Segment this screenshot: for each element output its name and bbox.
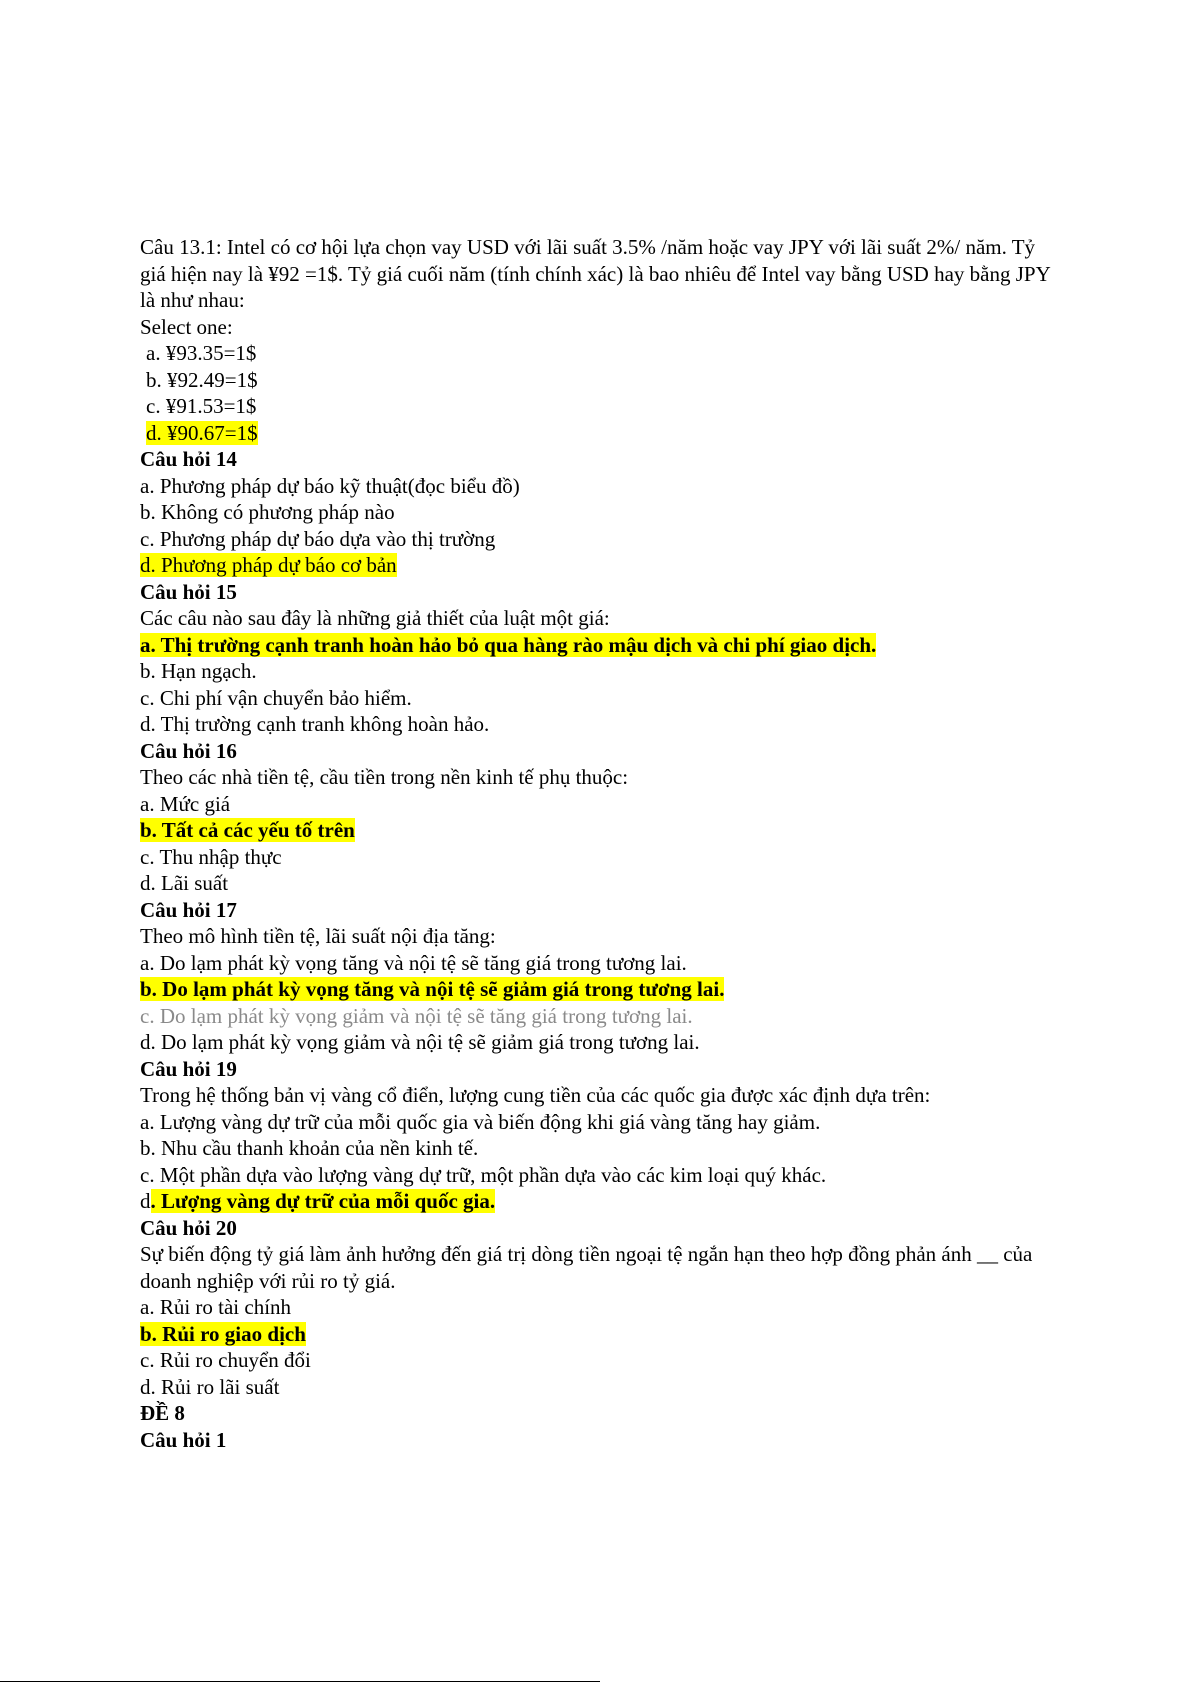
question-20-text: Sự biến động tỷ giá làm ảnh hưởng đến giá trị dòng tiền ngoại tệ ngắn hạn theo hợp đồng phản ánh __ của doanh nghiệp với rủi ro tỷ giá. <box>140 1242 1033 1293</box>
question-14-heading: Câu hỏi 14 <box>140 447 237 471</box>
select-one-prompt: Select one: <box>140 314 233 339</box>
question-19-heading: Câu hỏi 19 <box>140 1056 237 1081</box>
question-19-text: Trong hệ thống bản vị vàng cổ điển, lượng cung tiền của các quốc gia được xác định dựa trên: <box>140 1083 931 1107</box>
q15-option-a-highlighted: a. Thị trường cạnh tranh hoàn hảo bỏ qua hàng rào mậu dịch và chi phí giao dịch. <box>140 632 877 657</box>
question-15-heading: Câu hỏi 15 <box>140 579 237 604</box>
question-17-text: Theo mô hình tiền tệ, lãi suất nội địa tăng: <box>140 924 496 948</box>
question-15-text: Các câu nào sau đây là những giả thiết của luật một giá: <box>140 606 610 630</box>
section-first-question-heading: Câu hỏi 1 <box>140 1427 227 1452</box>
q16-option-a: a. Mức giá <box>140 791 231 816</box>
q19-option-d-prefix: d <box>140 1189 151 1213</box>
q13-option-d-highlighted: d. ¥90.67=1$ <box>146 420 258 445</box>
q16-option-b-highlighted: b. Tất cả các yếu tố trên <box>140 818 355 842</box>
q17-option-d: d. Do lạm phát kỳ vọng giảm và nội tệ sẽ giảm giá trong tương lai. <box>140 1030 700 1054</box>
q14-option-c: c. Phương pháp dự báo dựa vào thị trường <box>140 526 496 551</box>
section-title: ĐỀ 8 <box>140 1401 185 1425</box>
document-page <box>140 234 1060 1453</box>
q13-option-a: a. ¥93.35=1$ <box>146 341 257 365</box>
q13-option-c: c. ¥91.53=1$ <box>146 394 257 418</box>
q14-option-d-highlighted: d. Phương pháp dự báo cơ bản <box>140 553 397 577</box>
question-20-heading: Câu hỏi 20 <box>140 1215 237 1240</box>
q20-option-c: c. Rủi ro chuyển đổi <box>140 1348 311 1372</box>
q19-option-c: c. Một phần dựa vào lượng vàng dự trữ, một phần dựa vào các kim loại quý khác. <box>140 1162 827 1187</box>
q17-option-b-highlighted: b. Do lạm phát kỳ vọng tăng và nội tệ sẽ giảm giá trong tương lai. <box>140 977 725 1001</box>
q14-option-a: a. Phương pháp dự báo kỹ thuật(đọc biểu đồ) <box>140 473 520 498</box>
question-17-heading: Câu hỏi 17 <box>140 897 237 922</box>
question-13-text: Câu 13.1: Intel có cơ hội lựa chọn vay USD với lãi suất 3.5% /năm hoặc vay JPY với lãi suất 2%/ năm. Tỷ giá hiện nay là ¥92 =1$. Tỷ giá cuối năm (tính chính xác) là bao nhiêu để Intel vay bằng USD hay bằng JPY là như nhau: <box>140 235 1050 312</box>
q13-option-b: b. ¥92.49=1$ <box>146 367 258 392</box>
q15-option-c: c. Chi phí vận chuyển bảo hiểm. <box>140 685 412 710</box>
question-16-heading: Câu hỏi 16 <box>140 738 237 763</box>
q16-option-d: d. Lãi suất <box>140 871 229 895</box>
question-16-text: Theo các nhà tiền tệ, cầu tiền trong nền kinh tế phụ thuộc: <box>140 765 629 789</box>
q16-option-c: c. Thu nhập thực <box>140 844 282 869</box>
q14-option-b: b. Không có phương pháp nào <box>140 500 395 524</box>
q19-option-d-highlighted: . Lượng vàng dự trữ của mỗi quốc gia. <box>150 1189 496 1213</box>
q17-option-a: a. Do lạm phát kỳ vọng tăng và nội tệ sẽ tăng giá trong tương lai. <box>140 950 687 975</box>
q19-option-b: b. Nhu cầu thanh khoản của nền kinh tế. <box>140 1136 479 1160</box>
q20-option-a: a. Rủi ro tài chính <box>140 1295 292 1319</box>
q17-option-c: c. Do lạm phát kỳ vọng giảm và nội tệ sẽ tăng giá trong tương lai. <box>140 1003 693 1028</box>
q20-option-d: d. Rủi ro lãi suất <box>140 1374 280 1399</box>
q20-option-b-highlighted: b. Rủi ro giao dịch <box>140 1321 306 1346</box>
q15-option-b: b. Hạn ngạch. <box>140 659 257 683</box>
q19-option-a: a. Lượng vàng dự trữ của mỗi quốc gia và biến động khi giá vàng tăng hay giảm. <box>140 1109 821 1134</box>
page-bottom-divider <box>0 1681 600 1682</box>
q15-option-d: d. Thị trường cạnh tranh không hoàn hảo. <box>140 712 490 736</box>
